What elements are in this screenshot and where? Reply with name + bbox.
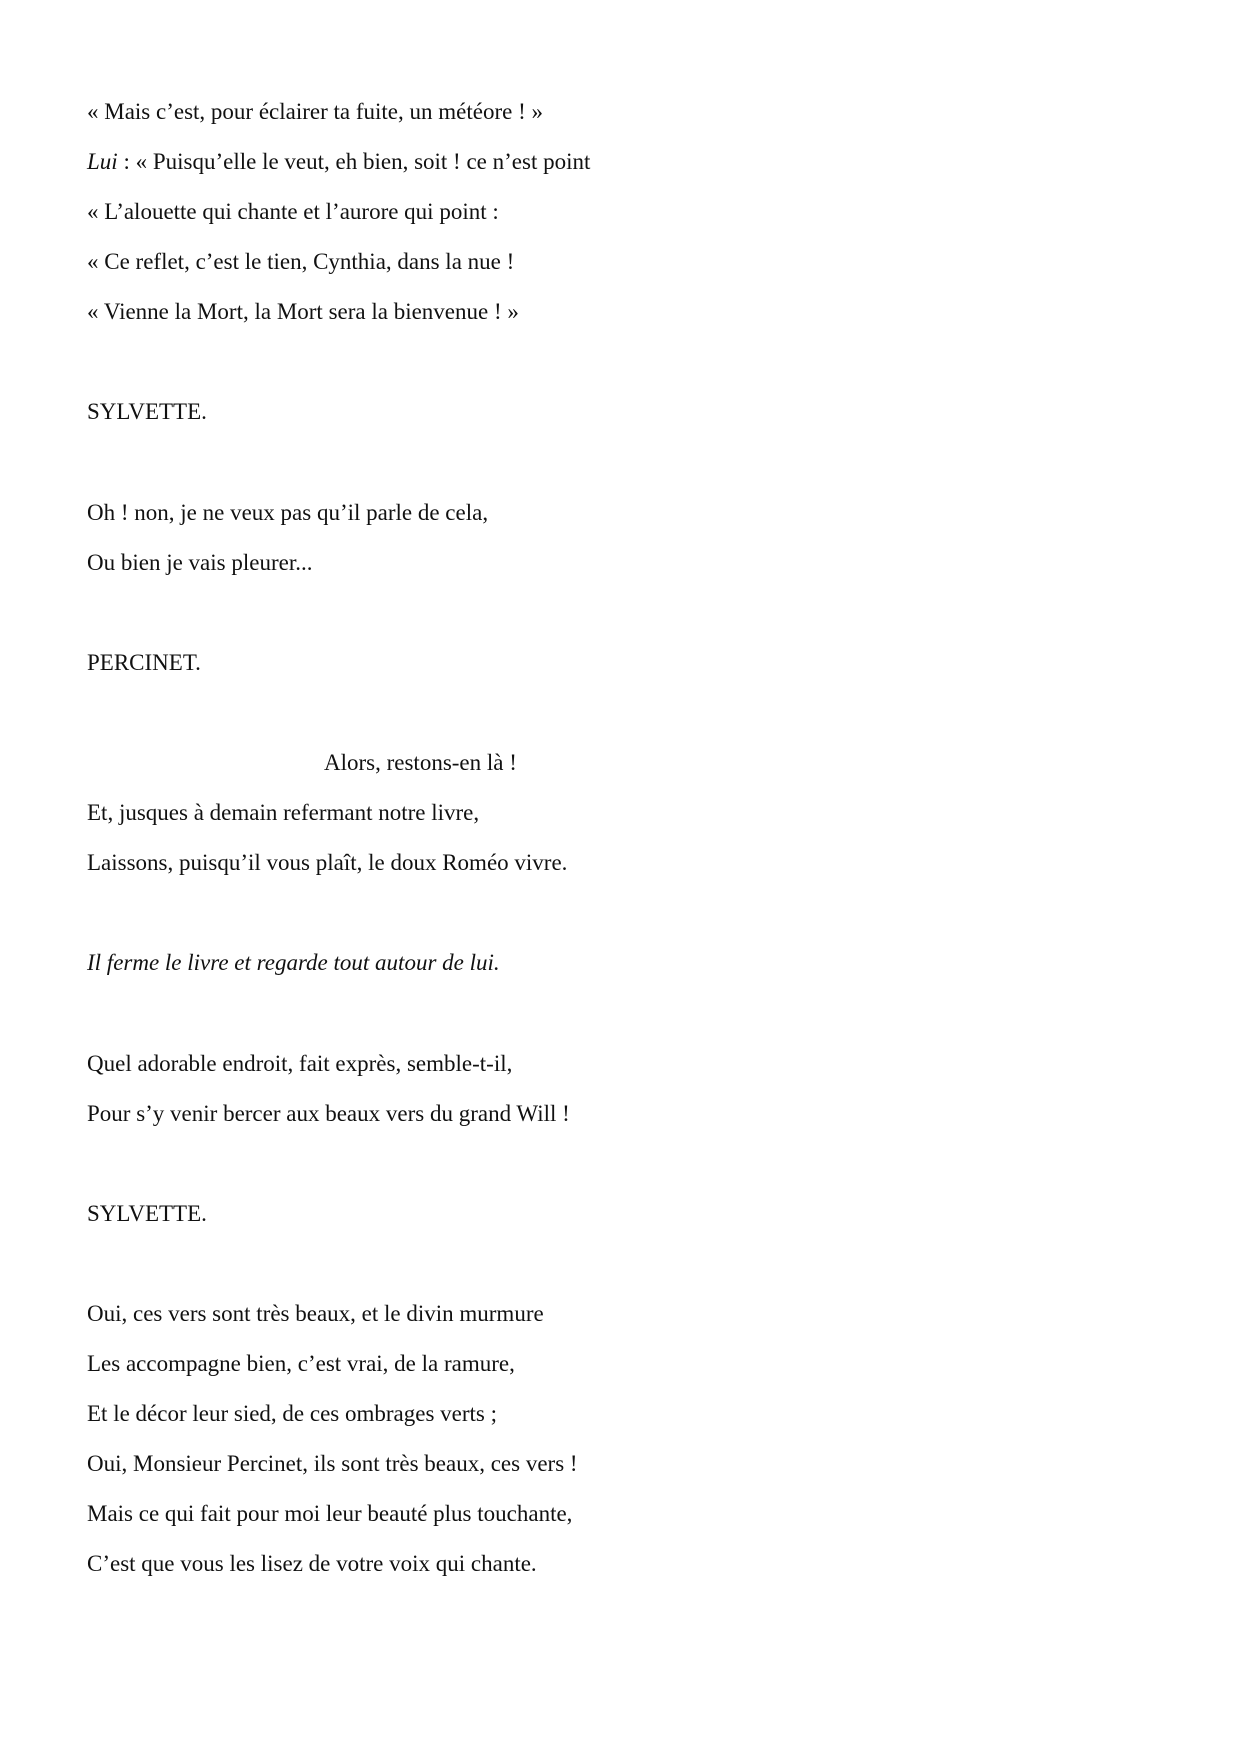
verse-line: Mais ce qui fait pour moi leur beauté plus touchante,	[87, 1501, 573, 1526]
stage-direction	[87, 949, 500, 977]
verse-line: C’est que vous les lisez de votre voix qui chante.	[87, 1551, 537, 1576]
verse-line: Les accompagne bien, c’est vrai, de la ramure,	[87, 1351, 515, 1376]
speaker-name: SYLVETTE.	[87, 399, 207, 424]
speaker-name: PERCINET.	[87, 650, 201, 675]
stage-direction-text: Il ferme le livre et regarde tout autour de lui.	[87, 950, 500, 975]
verse-line: Oui, Monsieur Percinet, ils sont très beaux, ces vers !	[87, 1451, 578, 1476]
verse-line: « Vienne la Mort, la Mort sera la bienvenue ! »	[87, 299, 519, 324]
speaker-name: SYLVETTE.	[87, 1201, 207, 1226]
verse-line: Laissons, puisqu’il vous plaît, le doux Roméo vivre.	[87, 850, 568, 875]
verse-line: Et le décor leur sied, de ces ombrages verts ;	[87, 1401, 498, 1426]
verse-line: Et, jusques à demain refermant notre livre,	[87, 800, 480, 825]
verse-line: « L’alouette qui chante et l’aurore qui point :	[87, 199, 499, 224]
verse-line-lui	[87, 148, 590, 176]
speaker-lui: Lui	[87, 149, 118, 174]
verse-line: Oh ! non, je ne veux pas qu’il parle de cela,	[87, 500, 489, 525]
verse-text: : « Puisqu’elle le veut, eh bien, soit ! ce n’est point	[117, 149, 591, 174]
verse-line: Ou bien je vais pleurer...	[87, 550, 313, 575]
verse-line: Oui, ces vers sont très beaux, et le divin murmure	[87, 1301, 544, 1326]
verse-line-indented: Alors, restons-en là !	[324, 750, 517, 775]
verse-line: Quel adorable endroit, fait exprès, semble-t-il,	[87, 1051, 513, 1076]
verse-line: « Ce reflet, c’est le tien, Cynthia, dans la nue !	[87, 249, 515, 274]
verse-line: « Mais c’est, pour éclairer ta fuite, un météore ! »	[87, 99, 543, 124]
verse-line: Pour s’y venir bercer aux beaux vers du grand Will !	[87, 1101, 570, 1126]
